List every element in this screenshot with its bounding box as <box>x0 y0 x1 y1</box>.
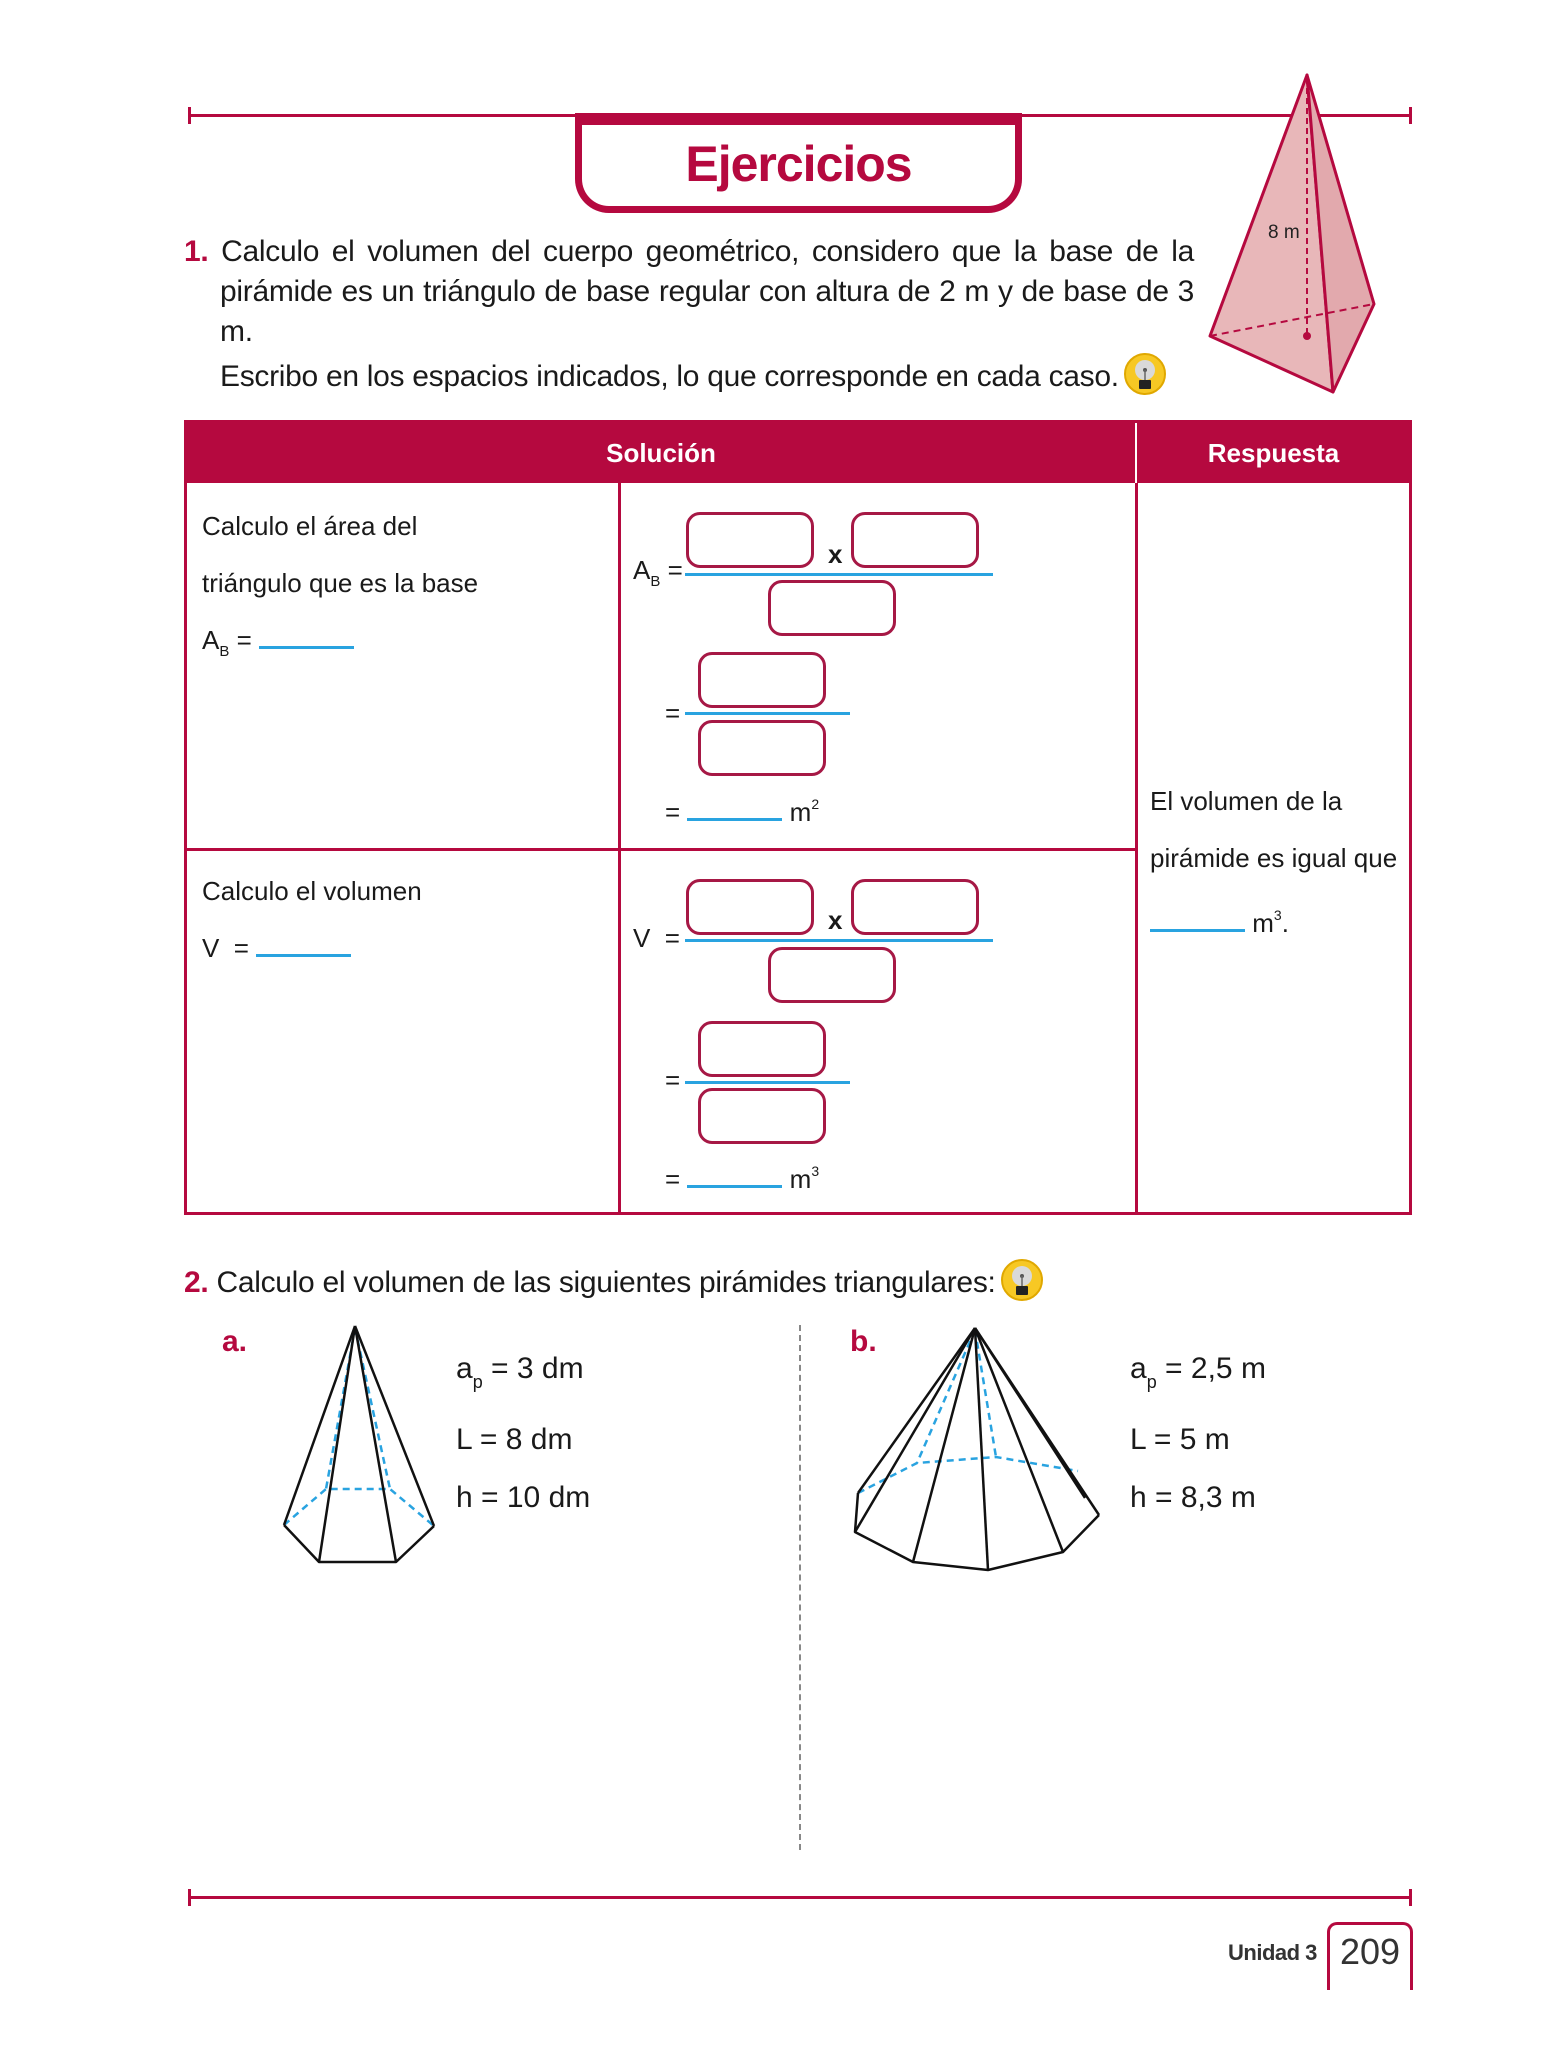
row1-formula-label: $A_B$ = <box>633 555 683 590</box>
answer-volume-blank[interactable] <box>1150 929 1245 932</box>
header-divider <box>1135 423 1137 483</box>
row-divider <box>187 848 1135 851</box>
page-number: 209 <box>1339 1931 1401 1972</box>
row1-numerator-box-3[interactable] <box>698 652 826 708</box>
hidden-base-edges <box>284 1489 434 1526</box>
base-outline <box>284 1525 434 1562</box>
item-b-side: L = 5 m <box>1130 1423 1230 1456</box>
item-a-given-values <box>456 1340 590 1527</box>
ab-answer-blank[interactable] <box>259 646 354 649</box>
exercise-1-line-3: Escribo en los espacios indicados, lo que corresponde en cada caso. <box>184 352 1194 397</box>
lateral-edge <box>284 1326 355 1525</box>
lateral-edge <box>355 1326 396 1562</box>
page-number-box <box>1327 1922 1413 1990</box>
pyramid-height-label: 8 m <box>1268 222 1300 243</box>
pyramid-base-center-dot <box>1303 332 1311 340</box>
row2-numerator-box-1[interactable] <box>686 879 814 935</box>
row2-fraction-line-2 <box>685 1081 850 1084</box>
item-b-apothem: $a_p = 2,5$ m <box>1130 1352 1266 1392</box>
answer-text: El volumen de la pirámide es igual que $m^3$. <box>1150 773 1397 952</box>
triangular-pyramid-figure <box>1200 70 1380 400</box>
base-outline <box>855 1493 1099 1570</box>
hexagonal-pyramid-figure-a <box>270 1318 450 1578</box>
row1-result: = $m^2$ <box>665 796 820 827</box>
row2-numerator-box-3[interactable] <box>698 1021 826 1077</box>
lightbulb-icon[interactable] <box>1000 1258 1044 1302</box>
lateral-edge <box>355 1326 434 1526</box>
lateral-edge <box>913 1328 975 1562</box>
row2-v-answer: V = <box>202 920 422 977</box>
exercise-1-line-1: 1. Calculo el volumen del cuerpo geométrico, considero que la base de la <box>184 235 1194 268</box>
row1-fraction-line-2 <box>685 712 850 715</box>
row1-ab-answer: $A_B$ = <box>202 612 478 680</box>
item-a-height: h = 10 dm <box>456 1481 591 1514</box>
column-divider-dashed <box>799 1325 801 1850</box>
lateral-edge <box>975 1328 1085 1498</box>
header-respuesta: Respuesta <box>1207 438 1340 468</box>
row2-formula-label: V = <box>633 923 680 953</box>
item-a-label: a. <box>222 1325 248 1358</box>
bottom-rule <box>188 1896 1412 1899</box>
exercise-2-statement: 2. Calculo el volumen de las siguientes pirámides triangulares: <box>184 1258 1044 1303</box>
row2-instruction: Calculo el volumen V = <box>202 863 422 977</box>
row1-denominator-box[interactable] <box>768 580 896 636</box>
hidden-base-edges <box>858 1457 1078 1493</box>
row1-fraction-line-1 <box>685 573 993 576</box>
lightbulb-icon[interactable] <box>1123 352 1167 396</box>
row2-denominator-box[interactable] <box>768 947 896 1003</box>
lateral-edge <box>858 1328 975 1493</box>
row1-numerator-box-1[interactable] <box>686 512 814 568</box>
item-b-given-values <box>1130 1340 1266 1527</box>
row2-result-blank[interactable] <box>687 1185 782 1188</box>
row2-result: = $m^3$ <box>665 1163 820 1194</box>
row2-fraction-line-1 <box>685 939 993 942</box>
row1-instruction: Calculo el área del triángulo que es la base $A_B$ = <box>202 498 478 680</box>
row2-denominator-box-2[interactable] <box>698 1088 826 1144</box>
item-a-apothem: $a_p = 3$ dm <box>456 1352 584 1392</box>
lateral-edge <box>319 1326 355 1562</box>
item-b-label: b. <box>850 1325 877 1358</box>
item-a-side: L = 8 dm <box>456 1423 573 1456</box>
exercise-1-statement <box>184 232 1194 397</box>
footer-unit: Unidad 3 <box>1228 1940 1317 1965</box>
row2-equals-2: = <box>665 1065 681 1095</box>
v-answer-blank[interactable] <box>256 954 351 957</box>
header-solucion: Solución <box>606 438 716 468</box>
decagonal-pyramid-figure-b <box>845 1320 1105 1580</box>
item-b-height: h = 8,3 m <box>1130 1481 1256 1514</box>
lateral-edge <box>975 1328 988 1570</box>
row2-times-sign: x <box>828 905 843 935</box>
column-divider-2 <box>1135 483 1138 1215</box>
section-title-tab <box>575 113 1022 213</box>
solution-table <box>184 420 1412 1215</box>
exercise-2-number: 2. <box>184 1266 209 1299</box>
row1-denominator-box-2[interactable] <box>698 720 826 776</box>
table-header <box>187 423 1409 483</box>
row2-numerator-box-2[interactable] <box>851 879 979 935</box>
lateral-edge <box>855 1328 975 1532</box>
row1-times-sign: x <box>828 539 843 569</box>
row1-equals-2: = <box>665 698 681 728</box>
exercise-1-line-2: pirámide es un triángulo de base regular con altura de 2 m y de base de 3 m. <box>220 275 1194 348</box>
row1-result-blank[interactable] <box>687 818 782 821</box>
exercise-1-number: 1. <box>184 235 209 268</box>
row1-numerator-box-2[interactable] <box>851 512 979 568</box>
answer-volume: $m^3$. <box>1150 887 1397 952</box>
section-title: Ejercicios <box>685 136 912 192</box>
